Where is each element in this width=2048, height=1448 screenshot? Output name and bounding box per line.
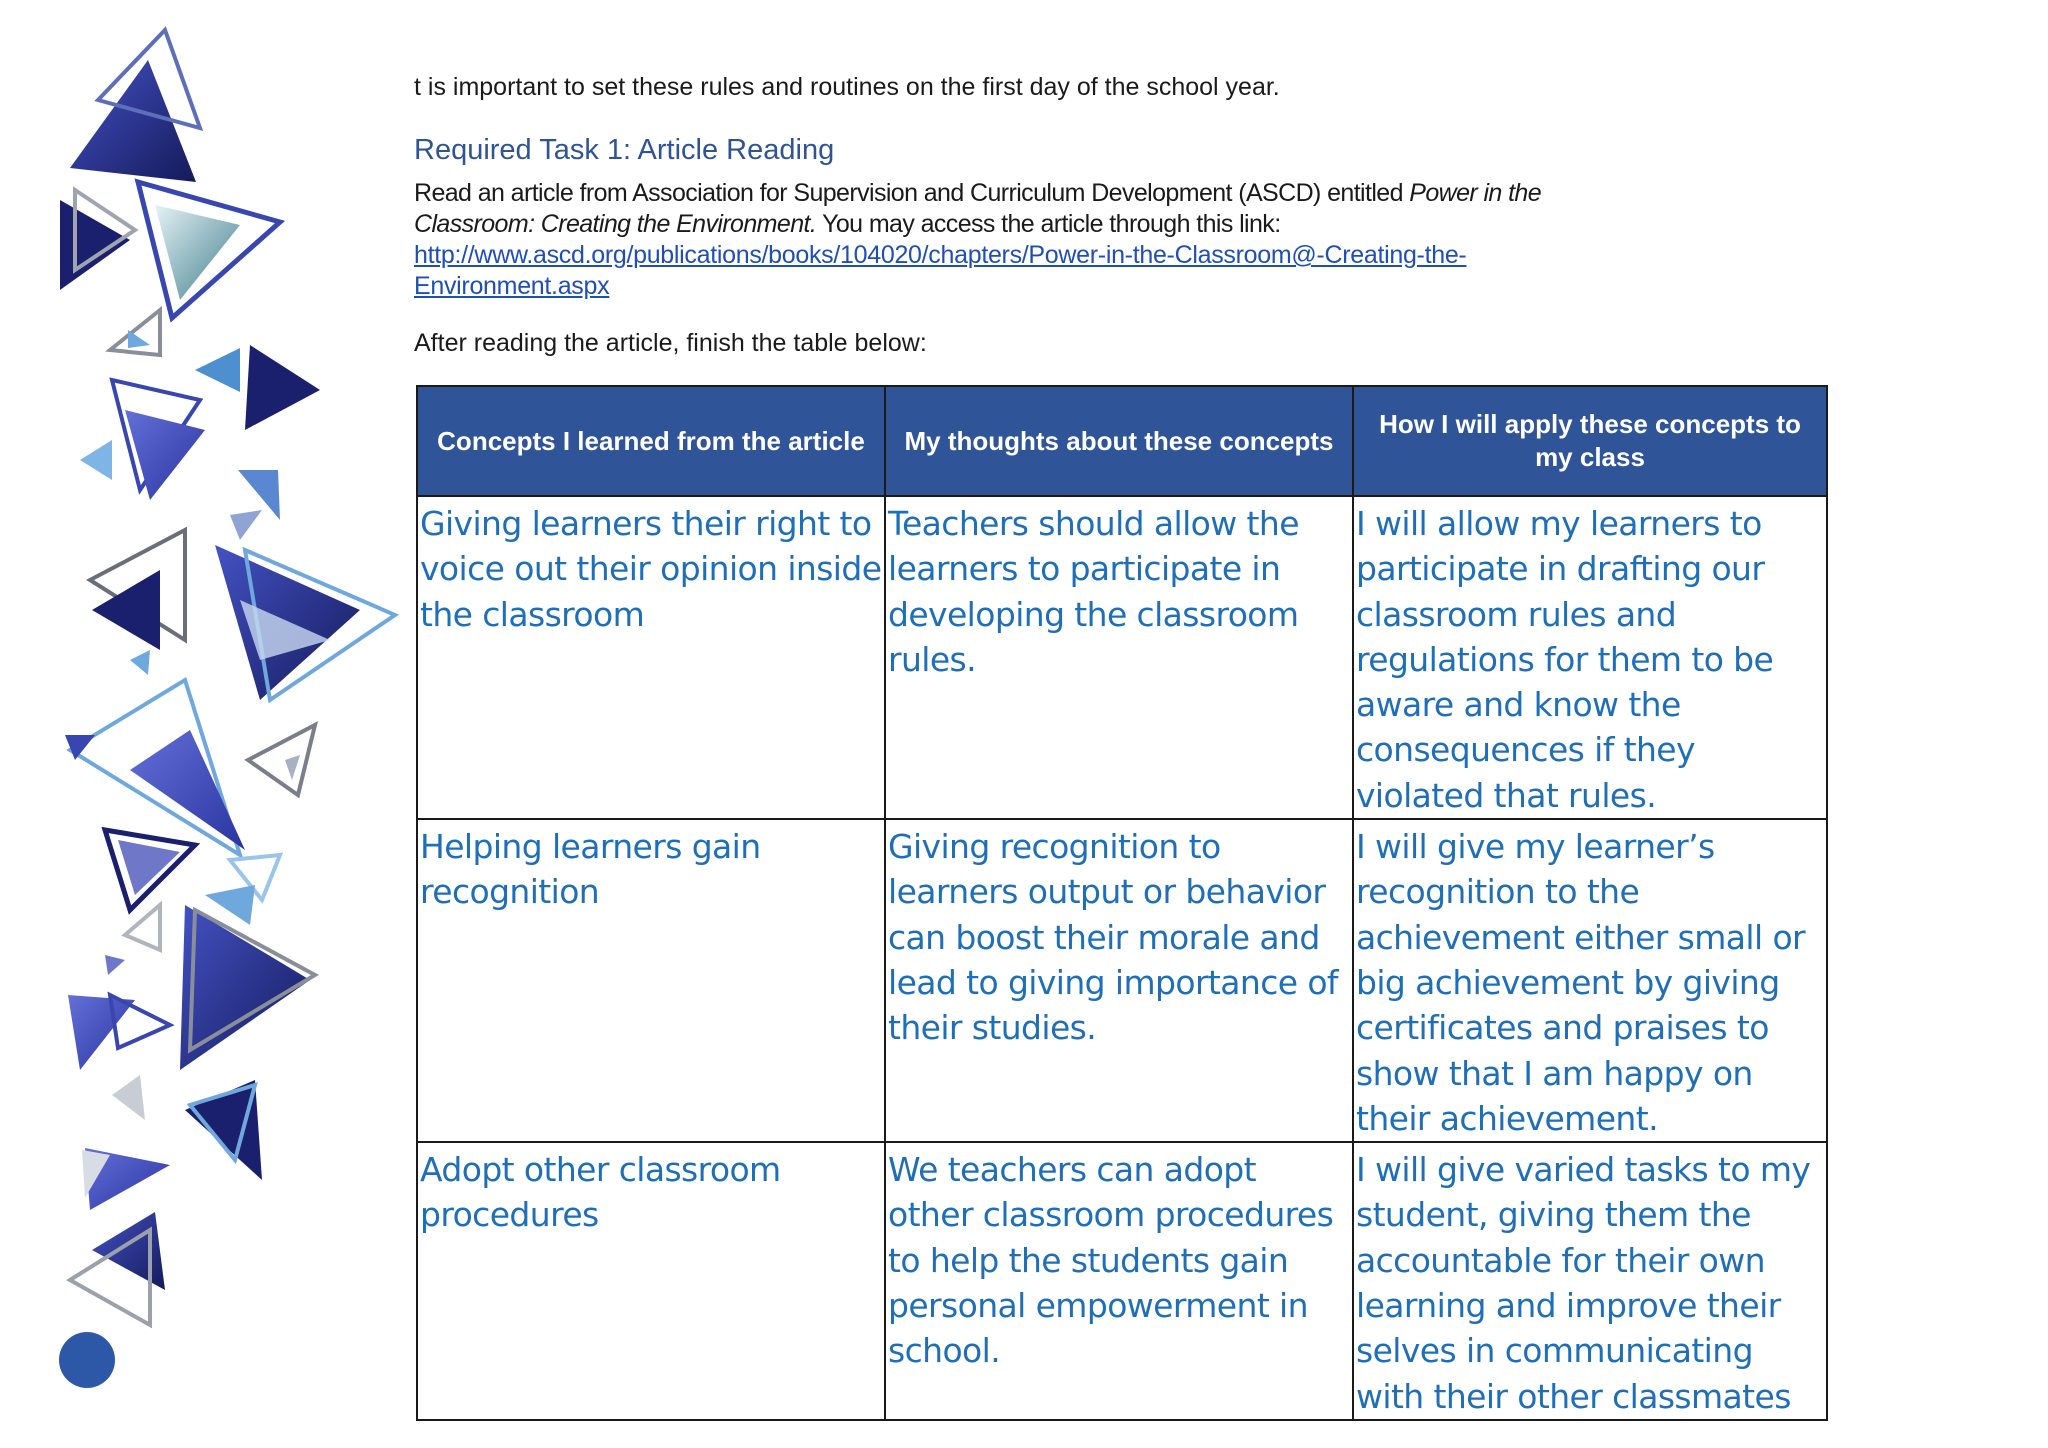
task-text-part1: Read an article from Association for Supervision and Curriculum Development (ASCD) entitled (414, 179, 1410, 207)
article-link[interactable]: http://www.ascd.org/publications/books/104020/chapters/Power-in-the-Classroom@-Creating-the-Environment.aspx (414, 241, 1467, 300)
table-row (417, 496, 1827, 819)
apply-cell: I will give varied tasks to my student, giving them the accountable for their own learning and improve their selves in communicating with their other classmates (1353, 1142, 1827, 1420)
article-title: Power in the Classroom: Creating the Environment. (414, 179, 1542, 238)
header-apply: How I will apply these concepts to my class (1353, 386, 1827, 496)
header-thoughts: My thoughts about these concepts (885, 386, 1353, 496)
intro-text: t is important to set these rules and routines on the first day of the school year. (414, 73, 1280, 101)
table-header-row (417, 386, 1827, 496)
concepts-table (416, 385, 1828, 1421)
task-heading: Required Task 1: Article Reading (414, 134, 835, 166)
concept-cell: Helping learners gain recognition (417, 819, 885, 1142)
task-instructions (414, 178, 1584, 302)
table-row (417, 1142, 1827, 1420)
concept-cell: Giving learners their right to voice out their opinion inside the classroom (417, 496, 885, 819)
concept-cell: Adopt other classroom procedures (417, 1142, 885, 1420)
thoughts-cell: Giving recognition to learners output or behavior can boost their morale and lead to giving importance of their studies. (885, 819, 1353, 1142)
apply-cell: I will give my learner’s recognition to the achievement either small or big achievement by giving certificates and praises to show that I am happy on their achievement. (1353, 819, 1827, 1142)
thoughts-cell: Teachers should allow the learners to participate in developing the classroom rules. (885, 496, 1353, 819)
document-body (414, 70, 1834, 360)
triangle-decoration (0, 0, 420, 1448)
blue-circle (59, 1332, 115, 1388)
apply-cell: I will allow my learners to participate in drafting our classroom rules and regulations for them to be aware and know the consequences if they violated that rules. (1353, 496, 1827, 819)
table-row (417, 819, 1827, 1142)
thoughts-cell: We teachers can adopt other classroom procedures to help the students gain personal empowerment in school. (885, 1142, 1353, 1420)
header-concepts: Concepts I learned from the article (417, 386, 885, 496)
after-reading-text: After reading the article, finish the table below: (414, 329, 927, 357)
task-text-part2: You may access the article through this link: (816, 210, 1281, 238)
